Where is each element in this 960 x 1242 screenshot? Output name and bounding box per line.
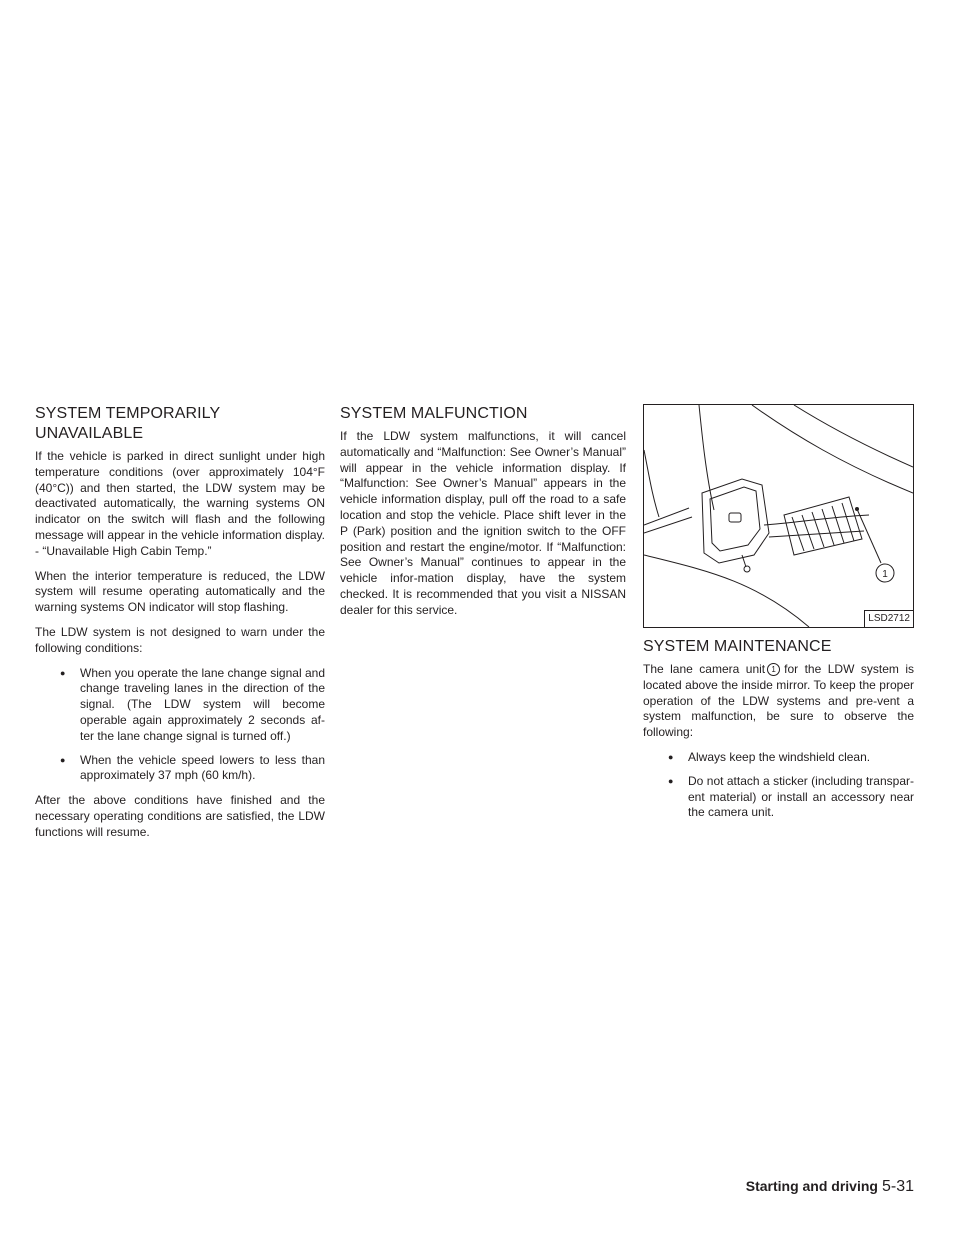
column-system-malfunction bbox=[340, 404, 626, 628]
text-before-marker: The lane camera unit bbox=[643, 662, 766, 676]
text-after-marker: for the LDW system is located above the inside mirror. To keep the proper operation of the LDW systems and pre-vent a system malfunction, be sure to observe the following: bbox=[643, 662, 915, 740]
heading-system-malfunction: SYSTEM MALFUNCTION bbox=[340, 405, 528, 422]
heading-system-maintenance: SYSTEM MAINTENANCE bbox=[643, 638, 832, 655]
circled-number-marker: 1 bbox=[767, 663, 780, 676]
list-item bbox=[643, 774, 914, 821]
bullet-icon: ● bbox=[60, 754, 66, 765]
heading-system-temporarily-unavailable: SYSTEM TEMPORARILY UNAVAILABLE bbox=[35, 405, 220, 442]
paragraph-functions-resume: After the above conditions have finished and the necessary operating conditions are satisfied, the LDW functions will resume. bbox=[35, 793, 325, 839]
paragraph-resume-operating: When the interior temperature is reduced, the LDW system will resume operating automatically and the warning systems ON indicator will stop flashing. bbox=[35, 568, 325, 615]
page-footer bbox=[746, 1178, 914, 1196]
callout-number: 1 bbox=[882, 569, 888, 580]
list-item-text: Always keep the windshield clean. bbox=[688, 749, 871, 764]
bullet-icon: ● bbox=[668, 751, 674, 762]
maintenance-list bbox=[643, 750, 914, 821]
bullet-icon: ● bbox=[668, 775, 674, 786]
paragraph-high-temperature: If the vehicle is parked in direct sunlight under high temperature conditions (over approximately 104°F (40°C)) and then started, the LDW system may be deactivated automatically, the warning systems ON indicator on the switch will flash and the following message will appear in the vehicle information display. - “Unavailable High Cabin Temp.” bbox=[35, 449, 325, 558]
column-system-maintenance bbox=[643, 404, 914, 830]
windshield-camera-illustration bbox=[644, 405, 913, 627]
list-item-text: When you operate the lane change signal and change traveling lanes in the direction of the signal. (The LDW system will become operable again approximately 2 seconds af-ter the lane change signal is turned off.) bbox=[80, 665, 325, 743]
footer-section-title: Starting and driving bbox=[745, 1178, 878, 1194]
conditions-list bbox=[35, 666, 325, 785]
list-item bbox=[643, 750, 914, 766]
paragraph-not-designed-to-warn: The LDW system is not designed to warn under the following conditions: bbox=[35, 624, 325, 655]
column-temporarily-unavailable bbox=[35, 404, 325, 850]
list-item bbox=[35, 753, 325, 785]
list-item-text: Do not attach a sticker (including transpar-ent material) or install an accessory near the camera unit. bbox=[688, 773, 914, 820]
paragraph-malfunction: If the LDW system malfunctions, it will cancel automatically and “Malfunction: See Owner’s Manual” will appear in the vehicle information display. If “Malfunction: See Owner’s Manual” appears in the vehicle information display, pull off the road to a safe location and stop the vehicle. Place shift lever in the P (Park) position and the ignition switch to the OFF position and restart the engine/motor. If “Malfunction: See Owner’s Manual” continues to appear in the vehicle infor-mation display, have the system checked. It is recommended that you visit a NISSAN dealer for this service. bbox=[340, 429, 626, 617]
bullet-icon: ● bbox=[60, 667, 66, 678]
camera-unit-figure bbox=[643, 404, 914, 628]
paragraph-camera-unit bbox=[643, 662, 914, 741]
list-item bbox=[35, 666, 325, 745]
figure-code: LSD2712 bbox=[864, 610, 913, 627]
page-number: 5-31 bbox=[881, 1178, 914, 1195]
list-item-text: When the vehicle speed lowers to less than approximately 37 mph (60 km/h). bbox=[80, 752, 325, 783]
